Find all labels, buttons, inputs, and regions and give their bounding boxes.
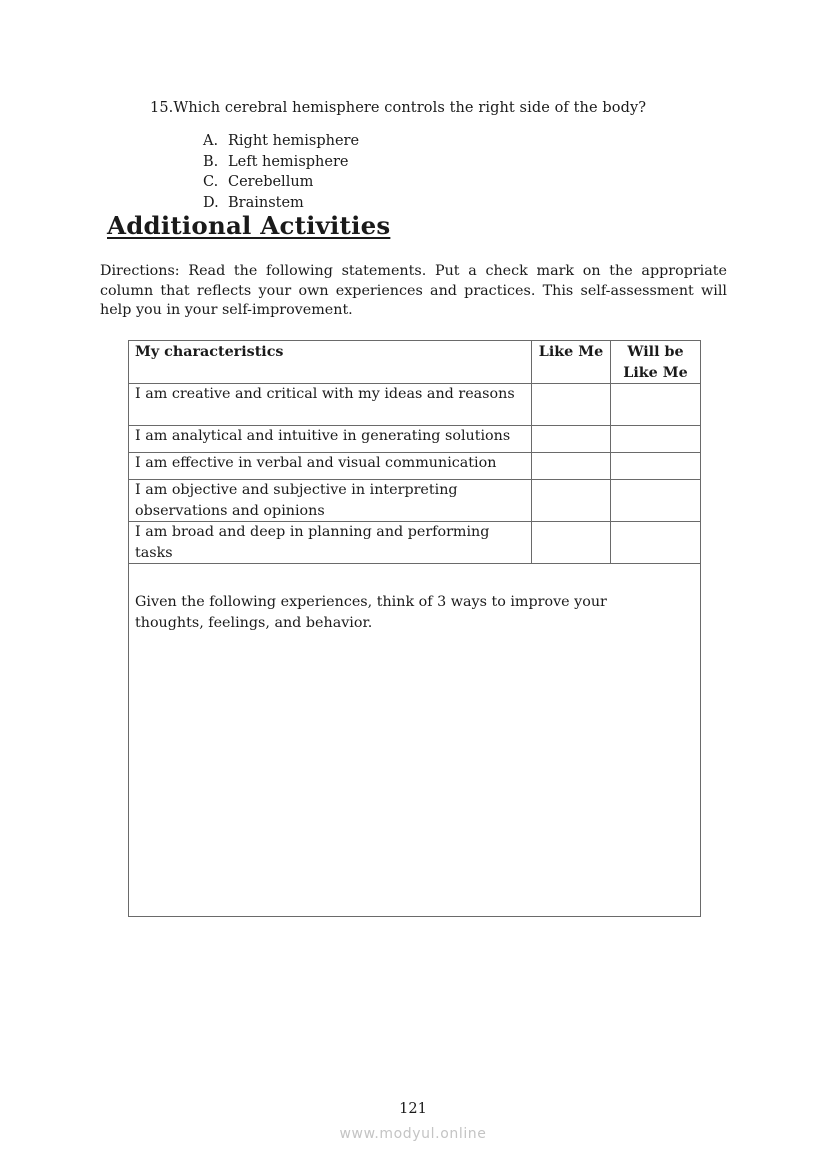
will-be-like-me-checkbox-cell[interactable]	[611, 384, 701, 426]
self-assessment-table	[128, 340, 701, 917]
table-row	[129, 426, 701, 453]
header-will-be-like-me: Will be Like Me	[611, 341, 701, 384]
will-be-like-me-checkbox-cell[interactable]	[611, 480, 701, 522]
section-title: Additional Activities	[107, 211, 391, 240]
like-me-checkbox-cell[interactable]	[532, 522, 611, 564]
watermark: www.modyul.online	[339, 1126, 487, 1142]
improvement-prompt: Given the following experiences, think of 3 ways to improve your thoughts, feelings, and behavior.	[135, 594, 607, 631]
characteristic-cell: I am analytical and intuitive in generating solutions	[129, 426, 532, 453]
option-letter: B.	[203, 153, 219, 170]
option-text: Cerebellum	[228, 174, 314, 191]
table-row	[129, 453, 701, 480]
like-me-checkbox-cell[interactable]	[532, 453, 611, 480]
table-header-row	[129, 341, 701, 384]
option-c	[203, 172, 359, 193]
table-row	[129, 384, 701, 426]
header-like-me: Like Me	[532, 341, 611, 384]
like-me-checkbox-cell[interactable]	[532, 426, 611, 453]
option-a	[203, 131, 359, 152]
like-me-checkbox-cell[interactable]	[532, 480, 611, 522]
page-number: 121	[399, 1101, 427, 1117]
question-15: 15.Which cerebral hemisphere controls the right side of the body?	[150, 100, 647, 116]
table-row	[129, 522, 701, 564]
option-text: Brainstem	[228, 195, 304, 212]
option-letter: A.	[203, 133, 219, 149]
like-me-checkbox-cell[interactable]	[532, 384, 611, 426]
characteristic-cell: I am objective and subjective in interpreting observations and opinions	[129, 480, 532, 522]
improvement-answer-area[interactable]	[129, 564, 701, 917]
directions-paragraph: Directions: Read the following statements. Put a check mark on the appropriate column that reflects your own experiences and practices. This self-assessment will help you in your self-improvement.	[100, 263, 727, 319]
option-b	[203, 152, 359, 173]
characteristic-cell: I am creative and critical with my ideas and reasons	[129, 384, 532, 426]
option-text: Left hemisphere	[228, 153, 349, 170]
characteristic-cell: I am broad and deep in planning and performing tasks	[129, 522, 532, 564]
option-letter: D.	[203, 195, 219, 212]
characteristic-cell: I am effective in verbal and visual communication	[129, 453, 532, 480]
table-row	[129, 480, 701, 522]
will-be-like-me-checkbox-cell[interactable]	[611, 453, 701, 480]
option-letter: C.	[203, 174, 219, 191]
option-text: Right hemisphere	[228, 133, 360, 149]
will-be-like-me-checkbox-cell[interactable]	[611, 426, 701, 453]
will-be-like-me-checkbox-cell[interactable]	[611, 522, 701, 564]
header-characteristics: My characteristics	[129, 341, 532, 384]
answer-options	[203, 131, 359, 214]
improvement-row	[129, 564, 701, 917]
